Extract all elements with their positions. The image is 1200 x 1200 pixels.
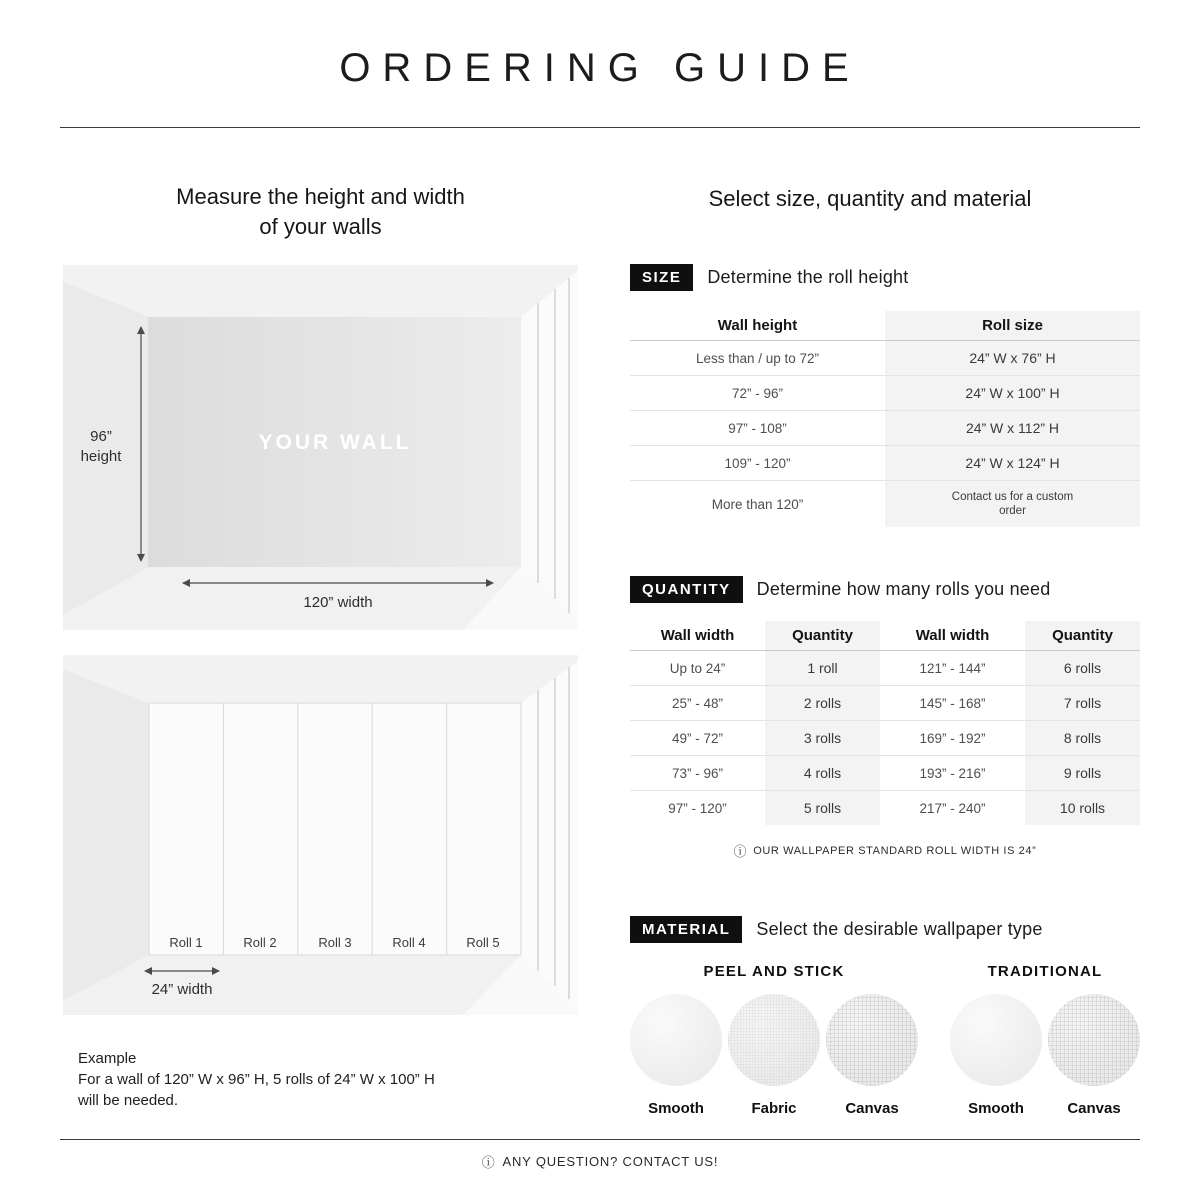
material-group-title: PEEL AND STICK: [703, 963, 845, 980]
qty-col-wall-width: Wall width: [915, 627, 990, 644]
roll-label: Roll 5: [466, 935, 500, 950]
roll-layout-illustration: [63, 655, 578, 1015]
quantity-value: 9 rolls: [1025, 756, 1140, 790]
roll-size-value: 24” W x 100” H: [885, 376, 1140, 410]
wall-height-value: Less than / up to 72”: [695, 350, 820, 366]
roll-label: Roll 4: [392, 935, 426, 950]
quantity-value: 10 rolls: [1025, 791, 1140, 825]
wall-width-value: 169” - 192”: [919, 730, 986, 746]
wall-measure-illustration: [63, 265, 578, 630]
quantity-value: 2 rolls: [765, 686, 880, 720]
roll-width-dimension-label: 24” width: [151, 981, 213, 998]
quantity-header-row: [630, 576, 1140, 603]
size-subtitle: Determine the roll height: [707, 267, 909, 287]
info-icon: ⓘ: [481, 1155, 496, 1170]
wallpaper-panels: [149, 703, 521, 955]
wall-width-value: 121” - 144”: [919, 660, 986, 676]
wall-height-value: More than 120”: [711, 496, 804, 512]
wall-width-value: 25” - 48”: [671, 695, 724, 711]
standard-roll-width-note: [630, 841, 1140, 860]
size-table-header: [630, 311, 1140, 341]
quantity-value: 8 rolls: [1025, 721, 1140, 755]
quantity-value: 3 rolls: [765, 721, 880, 755]
material-groups: [630, 963, 1140, 1117]
contact-note: [0, 1152, 1200, 1171]
swatch-label: Fabric: [751, 1100, 797, 1117]
ceiling: [63, 265, 578, 317]
quantity-table: [630, 621, 1140, 825]
quantity-value: 1 roll: [765, 651, 880, 685]
smooth-swatch: [630, 994, 722, 1086]
quantity-table-row: [630, 686, 1140, 721]
size-table-row: [630, 446, 1140, 481]
measure-heading-line1: Measure the height and width: [176, 184, 465, 209]
quantity-value: 7 rolls: [1025, 686, 1140, 720]
roll-size-value: 24” W x 112” H: [885, 411, 1140, 445]
canvas-swatch: [1048, 994, 1140, 1086]
wall-height-value: 72” - 96”: [731, 385, 784, 401]
wall-width-value: 193” - 216”: [919, 765, 986, 781]
size-table-row: [630, 341, 1140, 376]
canvas-swatch: [826, 994, 918, 1086]
material-header-row: [630, 916, 1140, 943]
contact-note-text: ANY QUESTION? CONTACT US!: [502, 1154, 719, 1169]
height-dimension-word: height: [80, 448, 122, 465]
quantity-table-row: [630, 721, 1140, 756]
size-header-row: [630, 264, 1140, 291]
top-divider: [60, 127, 1140, 128]
size-col-wall-height: Wall height: [717, 317, 798, 334]
select-heading: Select size, quantity and material: [708, 186, 1032, 211]
quantity-table-row: [630, 756, 1140, 791]
smooth-swatch: [950, 994, 1042, 1086]
fabric-swatch: [728, 994, 820, 1086]
swatch-label: Canvas: [1067, 1100, 1121, 1117]
quantity-table-row: [630, 651, 1140, 686]
size-table-row: [630, 481, 1140, 527]
swatch-item: [1048, 994, 1140, 1117]
swatch-item: [826, 994, 918, 1117]
material-group-title: TRADITIONAL: [987, 963, 1103, 980]
size-badge: SIZE: [630, 264, 693, 291]
roll-label: Roll 2: [243, 935, 277, 950]
height-dimension-value: 96”: [90, 428, 112, 445]
custom-order-note: Contact us for a custom order: [951, 491, 1074, 517]
material-group-traditional: [950, 963, 1140, 1117]
swatch-label: Canvas: [845, 1100, 899, 1117]
size-table: [630, 311, 1140, 527]
wall-width-value: 97” - 120”: [668, 800, 727, 816]
width-dimension-label: 120” width: [303, 594, 373, 611]
standard-roll-width-text: OUR WALLPAPER STANDARD ROLL WIDTH IS 24”: [753, 844, 1037, 857]
wall-width-value: 145” - 168”: [919, 695, 986, 711]
swatch-label: Smooth: [648, 1100, 704, 1117]
quantity-section: [630, 576, 1140, 860]
wall-width-value: 73” - 96”: [671, 765, 724, 781]
example-note: [78, 1048, 538, 1111]
swatch-row: [630, 994, 918, 1117]
qty-col-wall-width: Wall width: [660, 627, 735, 644]
size-table-row: [630, 411, 1140, 446]
quantity-value: 6 rolls: [1025, 651, 1140, 685]
swatch-row: [950, 994, 1140, 1117]
wall-width-value: Up to 24”: [669, 660, 726, 676]
swatch-item: [630, 994, 722, 1117]
quantity-table-header: [630, 621, 1140, 651]
material-section: [630, 916, 1140, 1117]
left-wall: [63, 669, 149, 1001]
size-col-roll-size: Roll size: [885, 311, 1140, 340]
your-wall-label: YOUR WALL: [258, 431, 412, 454]
wall-width-value: 49” - 72”: [671, 730, 724, 746]
page-title: ORDERING GUIDE: [339, 46, 861, 90]
quantity-table-row: [630, 791, 1140, 825]
wall-height-value: 109” - 120”: [724, 455, 791, 471]
measure-heading-line2: of your walls: [259, 214, 382, 239]
material-group-peel-and-stick: [630, 963, 918, 1117]
roll-label: Roll 1: [169, 935, 203, 950]
quantity-value: 5 rolls: [765, 791, 880, 825]
wall-height-value: 97” - 108”: [728, 420, 787, 436]
measure-heading: [63, 182, 578, 242]
example-line2: will be needed.: [78, 1092, 179, 1109]
quantity-subtitle: Determine how many rolls you need: [756, 579, 1051, 599]
roll-size-value: [885, 481, 1140, 527]
roll-label: Roll 3: [318, 935, 352, 950]
example-line1: For a wall of 120” W x 96” H, 5 rolls of 24” W x 100” H: [78, 1071, 435, 1088]
bottom-divider: [60, 1139, 1140, 1140]
material-badge: MATERIAL: [630, 916, 742, 943]
size-section: [630, 264, 1140, 527]
roll-size-value: 24” W x 76” H: [885, 341, 1140, 375]
swatch-label: Smooth: [968, 1100, 1024, 1117]
size-table-row: [630, 376, 1140, 411]
swatch-item: [950, 994, 1042, 1117]
example-title: Example: [78, 1050, 137, 1067]
ceiling: [63, 655, 578, 703]
info-icon: ⓘ: [733, 844, 748, 859]
quantity-value: 4 rolls: [765, 756, 880, 790]
roll-size-value: 24” W x 124” H: [885, 446, 1140, 480]
qty-col-quantity: Quantity: [1025, 621, 1140, 650]
quantity-badge: QUANTITY: [630, 576, 743, 603]
swatch-item: [728, 994, 820, 1117]
qty-col-quantity: Quantity: [765, 621, 880, 650]
material-subtitle: Select the desirable wallpaper type: [756, 919, 1043, 939]
wall-width-value: 217” - 240”: [919, 800, 986, 816]
